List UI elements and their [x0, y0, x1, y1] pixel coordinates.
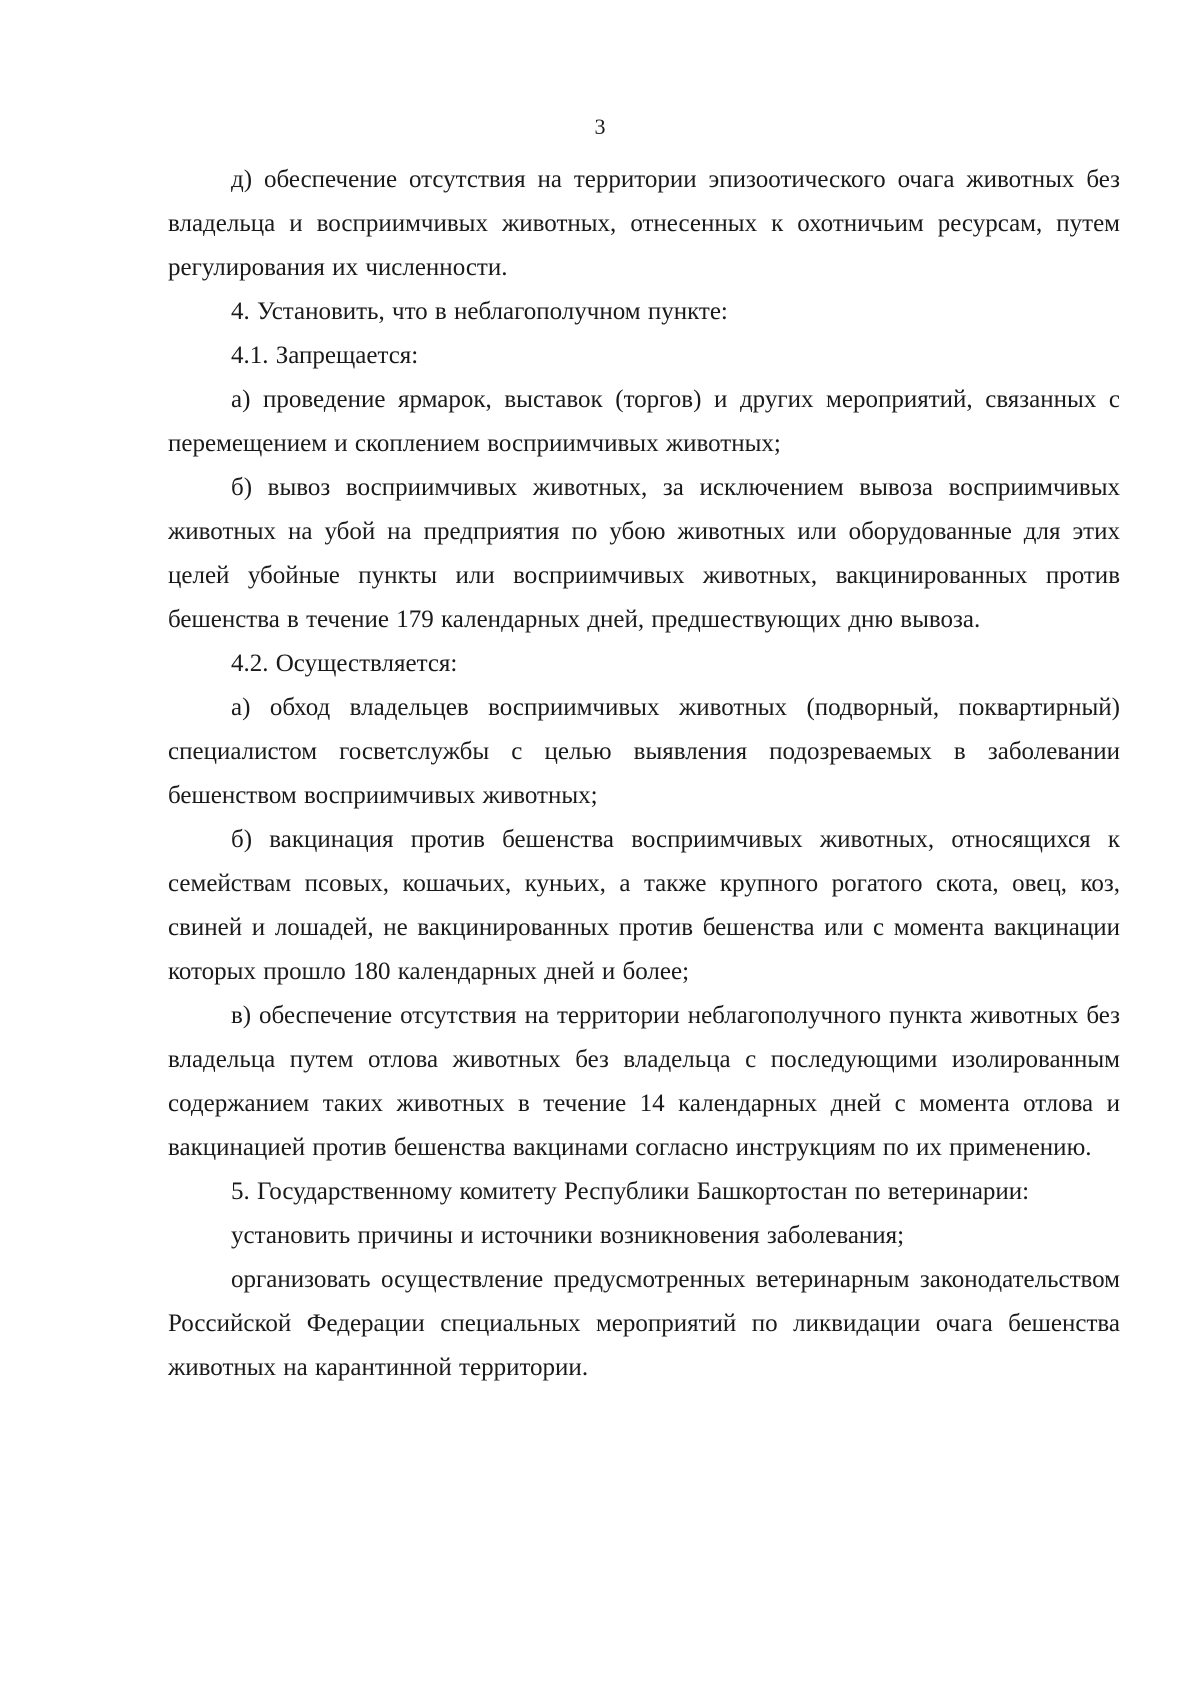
- paragraph-4-1-a: а) проведение ярмарок, выставок (торгов) и других мероприятий, связанных с перемещением и скоплением восприимчивых животных;: [168, 386, 1120, 457]
- document-body: [168, 158, 1120, 1390]
- paragraph-4-2-heading: 4.2. Осуществляется:: [231, 650, 458, 677]
- paragraph-5-measures: организовать осуществление предусмотренных ветеринарным законодательством Российской Федерации специальных мероприятий по ликвидации очага бешенства животных на карантинной территории.: [168, 1266, 1120, 1381]
- paragraph-d-no-stray-animals: д) обеспечение отсутствия на территории эпизоотического очага животных без владельца и восприимчивых животных, отнесенных к охотничьим ресурсам, путем регулирования их численности.: [168, 166, 1120, 281]
- paragraph-4-1-heading: 4.1. Запрещается:: [231, 342, 419, 369]
- paragraph-4-heading: 4. Установить, что в неблагополучном пункте:: [231, 298, 728, 325]
- paragraph-4-2-c: в) обеспечение отсутствия на территории неблагополучного пункта животных без владельца путем отлова животных без владельца с последующими изолированным содержанием таких животных в течение 14 календарных дней с момента отлова и вакцинацией против бешенства вакцинами согласно инструкциям по их применению.: [168, 1002, 1120, 1161]
- paragraph-5-heading: 5. Государственному комитету Республики Башкортостан по ветеринарии:: [231, 1178, 1030, 1205]
- paragraph-4-2-b: б) вакцинация против бешенства восприимчивых животных, относящихся к семействам псовых, кошачьих, куньих, а также крупного рогатого скота, овец, коз, свиней и лошадей, не вакцинированных против бешенства или с момента вакцинации которых прошло 180 календарных дней и более;: [168, 826, 1120, 985]
- paragraph-5-causes: установить причины и источники возникновения заболевания;: [231, 1222, 905, 1249]
- paragraph-4-2-a: а) обход владельцев восприимчивых животных (подворный, поквартирный) специалистом госветслужбы с целью выявления подозреваемых в заболевании бешенством восприимчивых животных;: [168, 694, 1120, 809]
- paragraph-4-1-b: б) вывоз восприимчивых животных, за исключением вывоза восприимчивых животных на убой на предприятия по убою животных или оборудованные для этих целей убойные пункты или восприимчивых животных, вакцинированных против бешенства в течение 179 календарных дней, предшествующих дню вывоза.: [168, 474, 1120, 633]
- page-number: 3: [594, 114, 606, 139]
